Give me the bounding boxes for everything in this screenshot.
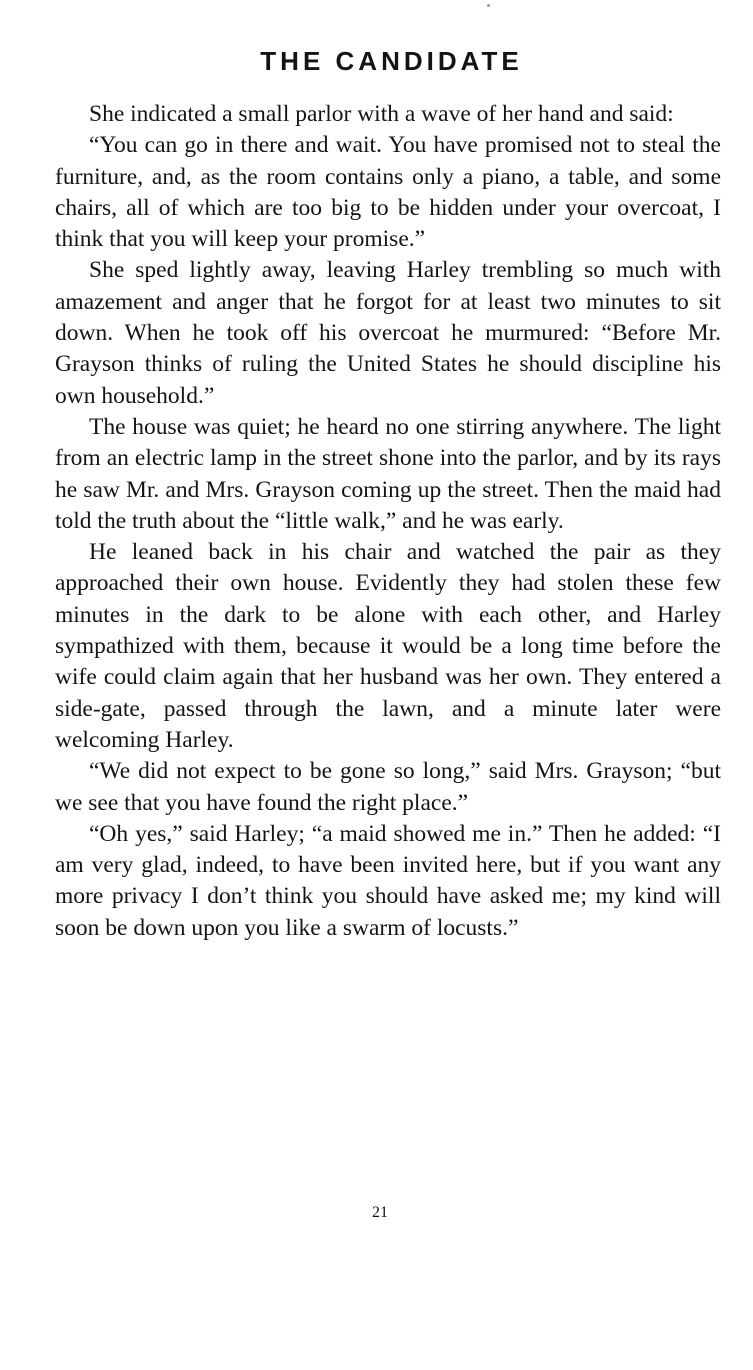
paragraph-2: “You can go in there and wait. You have promised not to steal the furniture, and, as the room contains only a piano, a table, and some chairs, all of which are too big to be hidden under your overcoat, I think that you will keep your promise.”	[55, 132, 721, 253]
print-speck	[487, 4, 490, 7]
paragraph-6: “We did not expect to be gone so long,” said Mrs. Grayson; “but we see that you have found the right place.”	[55, 758, 721, 816]
page-number: 21	[372, 1204, 388, 1221]
running-head: THE CANDIDATE	[260, 46, 523, 76]
paragraph-7: “Oh yes,” said Harley; “a maid showed me in.” Then he added: “I am very glad, indeed, to have been invited here, but if you want any more privacy I don’t think you should have asked me; my kind will soon be down upon you like a swarm of locusts.”	[55, 820, 721, 941]
paragraph-1: She indicated a small parlor with a wave of her hand and said:	[89, 101, 674, 127]
paragraph-3: She sped lightly away, leaving Harley trembling so much with amazement and anger that he forgot for at least two minutes to sit down. When he took off his overcoat he murmured: “Before Mr. Grayson thinks of ruling the United States he should discipline his own household.”	[55, 257, 721, 409]
paragraph-5: He leaned back in his chair and watched the pair as they approached their own house. Evidently they had stolen these few minutes in the dark to be alone with each other, and Harley sympathized with them, because it would be a long time before the wife could claim again that her husband was her own. They entered a side-gate, passed through the lawn, and a minute later were welcoming Harley.	[55, 539, 721, 753]
paragraph-4: The house was quiet; he heard no one stirring anywhere. The light from an electric lamp in the street shone into the parlor, and by its rays he saw Mr. and Mrs. Grayson coming up the street. Then the maid had told the truth about the “little walk,” and he was early.	[55, 413, 721, 534]
body-text	[55, 99, 721, 944]
